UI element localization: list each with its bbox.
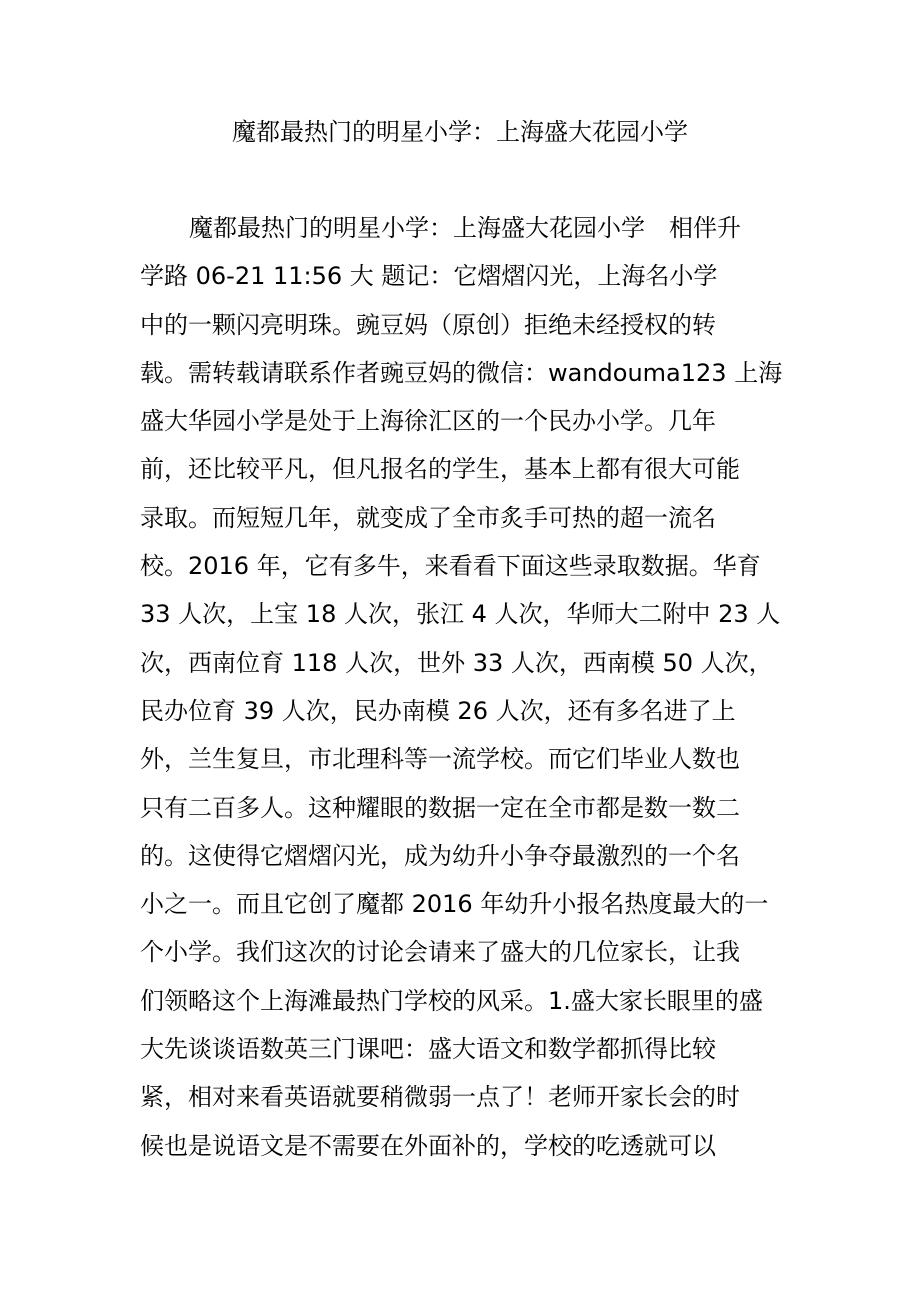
body-line: 学路 06-21 11:56 大 题记：它熠熠闪光，上海名小学 (140, 262, 718, 291)
body-line: 魔都最热门的明星小学：上海盛大花园小学 相伴升 (189, 214, 741, 242)
body-line: 大先谈谈语数英三门课吧：盛大语文和数学都抓得比较 (140, 1035, 716, 1064)
body-line: 的。这使得它熠熠闪光，成为幼升小争夺最激烈的一个名 (140, 841, 740, 870)
body-line: 前，还比较平凡，但凡报名的学生，基本上都有很大可能 (140, 455, 740, 484)
body-line: 们领略这个上海滩最热门学校的风采。1.盛大家长眼里的盛 (140, 986, 763, 1015)
body-line: 次，西南位育 118 人次，世外 33 人次，西南模 50 人次， (140, 648, 773, 677)
body-line: 紧，相对来看英语就要稍微弱一点了！老师开家长会的时 (140, 1083, 740, 1112)
body-line: 中的一颗闪亮明珠。豌豆妈（原创）拒绝未经授权的转 (140, 310, 716, 339)
document-body (140, 204, 790, 1170)
body-line: 民办位育 39 人次，民办南模 26 人次，还有多名进了上 (140, 696, 736, 725)
body-line: 录取。而短短几年，就变成了全市炙手可热的超一流名 (140, 503, 716, 532)
document-title: 魔都最热门的明星小学：上海盛大花园小学 (232, 118, 688, 146)
body-line: 小之一。而且它创了魔都 2016 年幼升小报名热度最大的一 (140, 890, 769, 919)
body-line: 载。需转载请联系作者豌豆妈的微信：wandouma123 上海 (140, 358, 783, 387)
body-line: 盛大华园小学是处于上海徐汇区的一个民办小学。几年 (140, 407, 716, 436)
body-line: 只有二百多人。这种耀眼的数据一定在全市都是数一数二 (140, 793, 740, 822)
body-line: 33 人次，上宝 18 人次，张江 4 人次，华师大二附中 23 人 (140, 600, 781, 629)
body-line: 个小学。我们这次的讨论会请来了盛大的几位家长，让我 (140, 938, 740, 967)
body-line: 外，兰生复旦，市北理科等一流学校。而它们毕业人数也 (140, 745, 740, 774)
body-line: 候也是说语文是不需要在外面补的，学校的吃透就可以 (140, 1131, 716, 1160)
body-line: 校。2016 年，它有多牛，来看看下面这些录取数据。华育 (140, 552, 761, 581)
